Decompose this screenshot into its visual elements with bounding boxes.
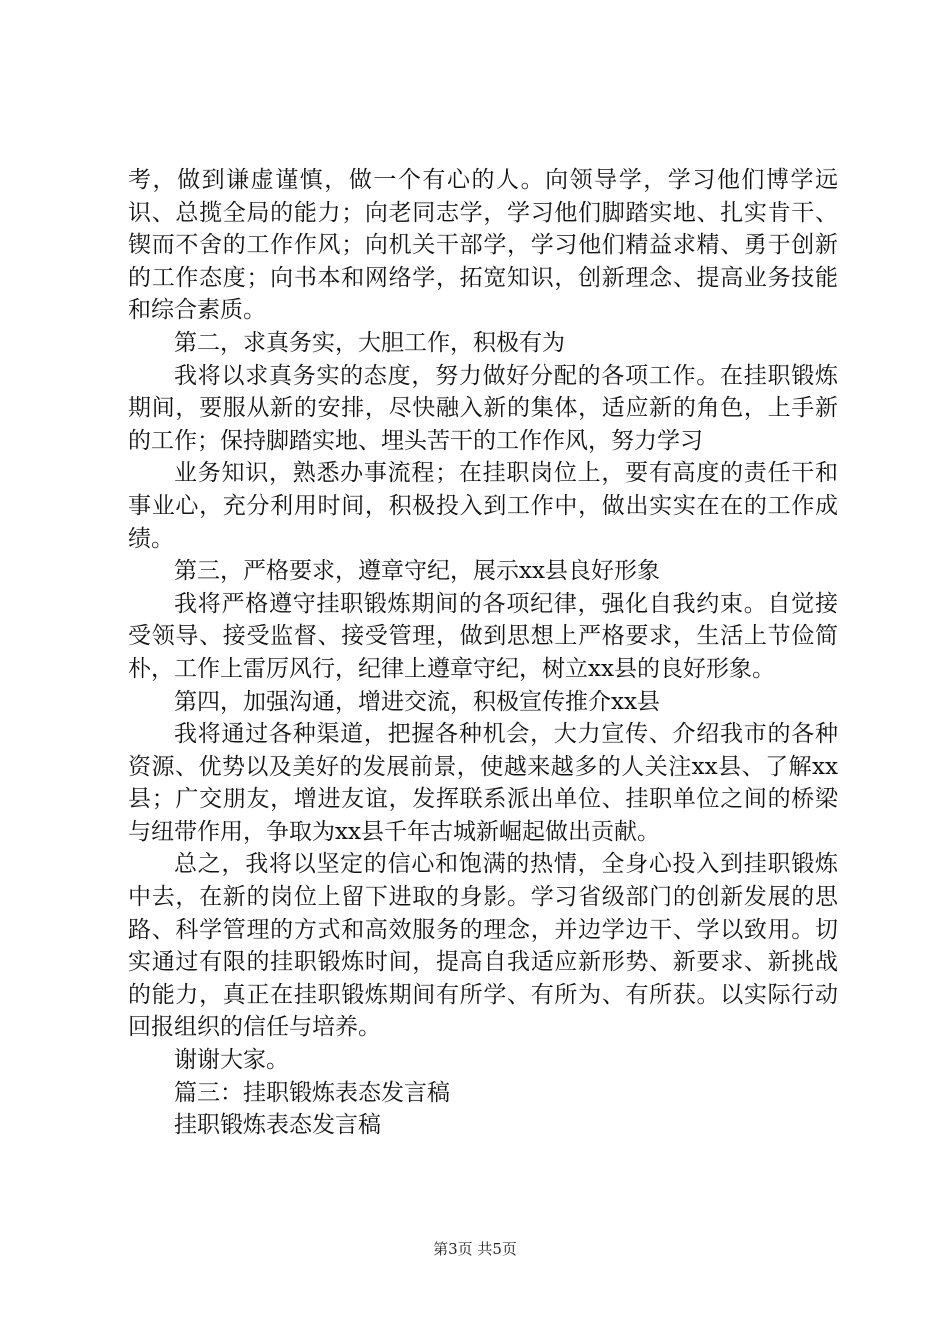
document-body: [128, 164, 838, 1142]
paragraph-10: 谢谢大家。: [174, 1047, 289, 1074]
paragraph-7: 第四，加强沟通，增进交流，积极宣传推介xx县: [174, 688, 660, 715]
paragraph-9: 总之，我将以坚定的信心和饱满的热情，全身心投入到挂职锻炼中去，在新的岗位上留下进取的身影。学习省级部门的创新发展的思路、科学管理的方式和高效服务的理念，并边学边干、学以致用。切实通过有限的挂职锻炼时间，提高自我适应新形势、新要求、新挑战的能力，真正在挂职锻炼期间有所学、有所为、有所获。以实际行动回报组织的信任与培养。: [128, 851, 838, 1041]
paragraph-6: 我将严格遵守挂职锻炼期间的各项纪律，强化自我约束。自觉接受领导、接受监督、接受管理，做到思想上严格要求，生活上节俭简朴，工作上雷厉风行，纪律上遵章守纪，树立xx县的良好形象。: [128, 590, 838, 682]
paragraph-1: 考，做到谦虚谨慎，做一个有心的人。向领导学，学习他们博学远识、总揽全局的能力；向老同志学，学习他们脚踏实地、扎实肯干、锲而不舍的工作作风；向机关干部学，学习他们精益求精、勇于创新的工作态度；向书本和网络学，拓宽知识，创新理念、提高业务技能和综合素质。: [128, 167, 838, 324]
paragraph-2: 第二，求真务实，大胆工作，积极有为: [174, 329, 565, 356]
paragraph-12: 挂职锻炼表态发言稿: [174, 1112, 381, 1139]
paragraph-4: 业务知识，熟悉办事流程；在挂职岗位上，要有高度的责任干和事业心，充分利用时间，积极投入到工作中，做出实实在在的工作成绩。: [128, 460, 838, 552]
paragraph-3: 我将以求真务实的态度，努力做好分配的各项工作。在挂职锻炼期间，要服从新的安排，尽快融入新的集体，适应新的角色，上手新的工作；保持脚踏实地、埋头苦干的工作作风，努力学习: [128, 362, 838, 454]
page-footer: [0, 1238, 950, 1259]
page-number: 第3页 共5页: [433, 1240, 517, 1258]
paragraph-5: 第三，严格要求，遵章守纪，展示xx县良好形象: [174, 558, 660, 585]
paragraph-11: 篇三：挂职锻炼表态发言稿: [174, 1079, 450, 1106]
paragraph-8: 我将通过各种渠道，把握各种机会，大力宣传、介绍我市的各种资源、优势以及美好的发展前景，使越来越多的人关注xx县、了解xx县；广交朋友，增进友谊，发挥联系派出单位、挂职单位之间的桥梁与纽带作用，争取为xx县千年古城新崛起做出贡献。: [128, 721, 838, 845]
